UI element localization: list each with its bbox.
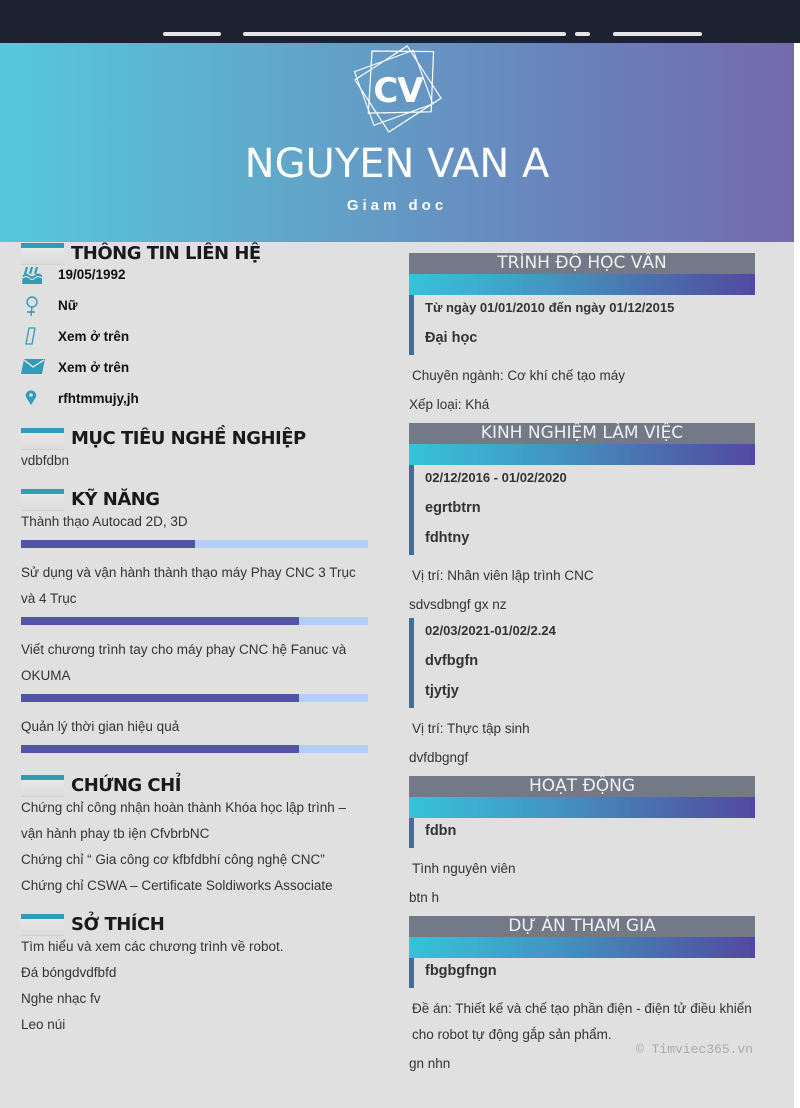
heading-text: HOẠT ĐỘNG <box>409 776 755 797</box>
heading-text: SỞ THÍCH <box>71 914 165 935</box>
activity-role: Tình nguyên viên <box>412 861 516 876</box>
contact-gender <box>21 296 361 318</box>
skill-level-bar <box>21 745 368 753</box>
education-period: Từ ngày 01/01/2010 đến ngày 01/12/2015 <box>425 300 675 315</box>
phone-value: Xem ở trên <box>58 329 130 344</box>
address-bar-pill[interactable] <box>243 32 566 36</box>
project-name: fbgbgfngn <box>425 963 497 979</box>
skill-name: Sử dụng và vận hành thành thạo máy Phay CNC 3 Trục và 4 Trục <box>21 565 356 606</box>
project-entry <box>409 958 497 988</box>
cv-logo <box>352 45 444 133</box>
cv-page <box>0 43 794 1108</box>
experience-period: 02/03/2021-01/02/2.24 <box>425 623 556 638</box>
experience-entry <box>409 465 567 555</box>
heading-text: KỸ NĂNG <box>71 489 160 510</box>
certificate-item: Chứng chỉ CSWA – Certificate Soldiworks Associate <box>21 878 333 893</box>
contact-birthday <box>21 265 361 287</box>
toolbar-pill[interactable] <box>163 32 221 36</box>
candidate-name: NGUYEN VAN A <box>244 141 550 187</box>
section-heading-activities <box>409 776 755 818</box>
address-value: rfhtmmujy,jh <box>58 391 139 406</box>
heading-gradient-bar <box>409 937 755 958</box>
skill-name: Quản lý thời gian hiệu quả <box>21 719 180 734</box>
certificate-item: Chứng chỉ “ Gia công cơ kfbfdbhí công nghệ CNC” <box>21 852 325 867</box>
cv-header <box>0 43 794 242</box>
email-value: Xem ở trên <box>58 360 130 375</box>
project-note: gn nhn <box>409 1056 451 1071</box>
heading-gradient-bar <box>409 274 755 295</box>
watermark: © Timviec365.vn <box>636 1042 754 1057</box>
skill-level-fill <box>21 745 299 753</box>
experience-description: sdvsdbngf gx nz <box>409 597 507 612</box>
logo-text: CV <box>373 71 423 111</box>
education-school: Đại học <box>425 330 478 346</box>
certificate-item: Chứng chỉ công nhận hoàn thành Khóa học lập trình – vận hành phay tb iện CfvbrbNC <box>21 800 347 841</box>
heading-gradient-bar <box>409 797 755 818</box>
contact-email <box>21 358 361 380</box>
experience-company: dvfbgfn <box>425 653 479 669</box>
hobby-item: Đá bóngdvdfbfd <box>21 965 117 980</box>
experience-entry <box>409 618 556 708</box>
heading-text: KINH NGHIỆM LÀM VIỆC <box>409 423 755 444</box>
gender-value: Nữ <box>58 298 78 313</box>
browser-toolbar <box>0 0 800 43</box>
skill-level-fill <box>21 694 299 702</box>
heading-text: TRÌNH ĐỘ HỌC VẤN <box>409 253 755 274</box>
contact-address <box>21 389 361 411</box>
education-major: Chuyên ngành: Cơ khí chế tạo máy <box>412 368 625 383</box>
skill-name: Thành thạo Autocad 2D, 3D <box>21 514 188 529</box>
skill-level-bar <box>21 694 368 702</box>
experience-subtitle: fdhtny <box>425 530 470 546</box>
toolbar-pill[interactable] <box>613 32 702 36</box>
activity-description: btn h <box>409 890 440 905</box>
section-heading-experience <box>409 423 755 465</box>
skill-level-bar <box>21 540 368 548</box>
heading-text: MỤC TIÊU NGHỀ NGHIỆP <box>71 428 306 449</box>
skill-level-bar <box>21 617 368 625</box>
envelope-icon <box>21 358 45 380</box>
skill-level-fill <box>21 617 299 625</box>
objective-text: vdbfdbn <box>21 453 70 468</box>
toolbar-pill[interactable] <box>575 32 590 36</box>
hobby-item: Tìm hiểu và xem các chương trình về robot. <box>21 939 284 954</box>
birthday-cake-icon <box>21 265 45 287</box>
activity-entry <box>409 818 456 848</box>
experience-period: 02/12/2016 - 01/02/2020 <box>425 470 567 485</box>
heading-text: CHỨNG CHỈ <box>71 775 181 796</box>
skill-name: Viết chương trình tay cho máy phay CNC hệ Fanuc và OKUMA <box>21 642 347 683</box>
skill-level-fill <box>21 540 195 548</box>
experience-subtitle: tjytjy <box>425 683 459 699</box>
section-heading-projects <box>409 916 755 958</box>
project-description: Đề án: Thiết kế và chế tạo phần điện - điện tử điều khiển cho robot tự động gắp sản phẩm. <box>412 1001 752 1042</box>
map-pin-icon <box>21 389 45 411</box>
experience-company: egrtbtrn <box>425 500 481 516</box>
phone-icon <box>21 327 45 349</box>
birthday-value: 19/05/1992 <box>58 267 126 282</box>
candidate-job-title: Giam doc <box>346 197 448 214</box>
activity-name: fdbn <box>425 823 457 839</box>
heading-gradient-bar <box>409 444 755 465</box>
heading-accent-shade <box>21 248 64 265</box>
education-entry <box>409 295 674 355</box>
contact-phone <box>21 327 361 349</box>
hobby-item: Nghe nhạc fv <box>21 991 101 1006</box>
experience-position: Vị trí: Nhân viên lập trình CNC <box>412 568 594 583</box>
hobby-item: Leo núi <box>21 1017 66 1032</box>
heading-text: DỰ ÁN THAM GIA <box>409 916 755 937</box>
education-grade: Xếp loại: Khá <box>409 397 490 412</box>
female-gender-icon <box>21 296 45 318</box>
heading-text: THÔNG TIN LIÊN HỆ <box>71 243 261 264</box>
experience-position: Vị trí: Thực tập sinh <box>412 721 530 736</box>
experience-description: dvfdbgngf <box>409 750 469 765</box>
section-heading-education <box>409 253 755 295</box>
